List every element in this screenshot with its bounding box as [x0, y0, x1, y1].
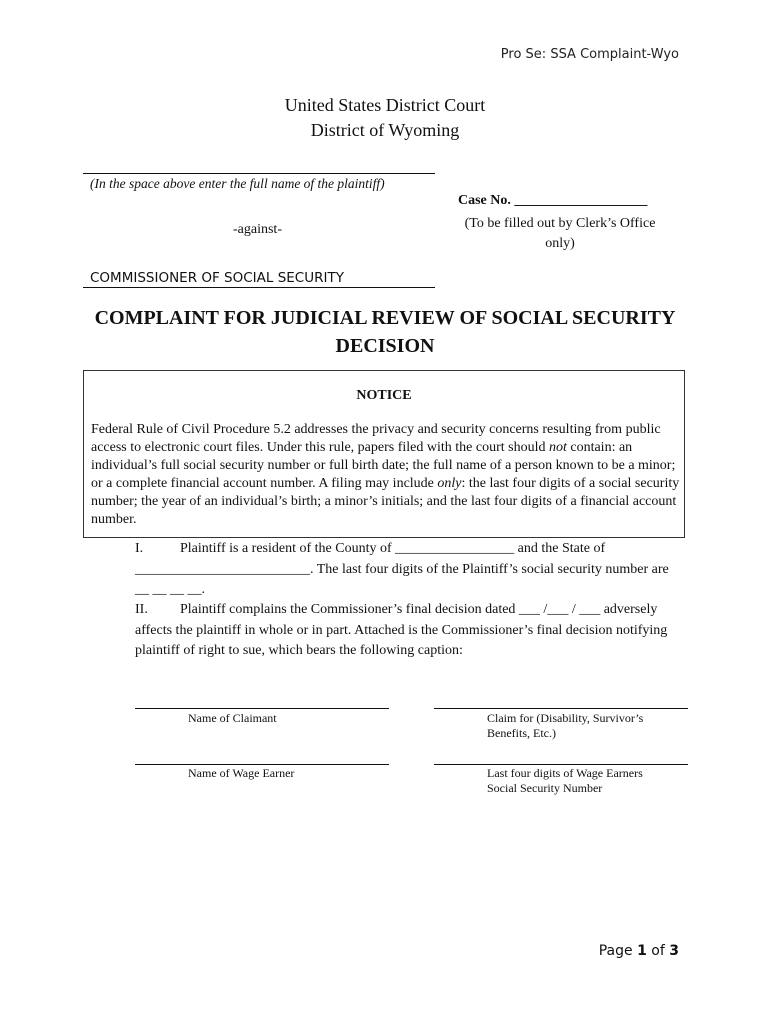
plaintiff-note: (In the space above enter the full name of the plaintiff) [90, 176, 385, 191]
notice-text-part-2: contain: an individual’s full social security number or full birth date; the full name of a person known to be a minor; or a complete financial account number. A filing may include [91, 440, 676, 491]
total-pages: 3 [669, 943, 679, 959]
notice-text-part-3: : the last four digits of a social security number; the year of an individual’s birth; a minor’s initials; and the last four digits of a financial account number. [91, 476, 680, 527]
wage-earner-name-label: Name of Wage Earner [188, 766, 295, 780]
paragraph-text: Plaintiff complains the Commissioner’s final decision dated ___ /___ / ___ adversely affects the plaintiff in whole or in part. Attached is the Commissioner’s final decision notifying plaintiff of right to sue, which bears the following caption: [135, 602, 668, 658]
case-number: Case No. ___________________ [458, 193, 648, 208]
notice-heading: NOTICE [356, 388, 412, 403]
plaintiff-name-line[interactable] [83, 173, 435, 174]
claimant-name-label: Name of Claimant [188, 711, 277, 725]
wage-earner-name-line[interactable] [135, 764, 389, 765]
current-page: 1 [637, 943, 647, 959]
paragraph-residence [135, 539, 675, 601]
against-label: -against- [233, 222, 282, 237]
ssn-last-four-label: Last four digits of Wage Earners Social Security Number [487, 766, 643, 795]
claim-type-label: Claim for (Disability, Survivor’s Benefits, Etc.) [487, 711, 644, 740]
notice-text [91, 421, 681, 529]
form-identifier: Pro Se: SSA Complaint-Wyo [500, 47, 679, 62]
page-word: Page [598, 943, 633, 959]
court-name: United States District Court [284, 95, 486, 115]
document-title: COMPLAINT FOR JUDICIAL REVIEW OF SOCIAL SECURITY DECISION [94, 307, 676, 357]
paragraph-decision [135, 600, 675, 662]
defendant-line [83, 287, 435, 288]
claim-type-line[interactable] [434, 708, 688, 709]
paragraph-number: I. [135, 541, 144, 556]
case-number-note: (To be filled out by Clerk’s Office only) [464, 216, 656, 251]
defendant-name: COMMISSIONER OF SOCIAL SECURITY [90, 270, 344, 286]
ssn-last-four-line[interactable] [434, 764, 688, 765]
court-district: District of Wyoming [310, 120, 460, 140]
notice-emphasis-not: not [548, 440, 567, 455]
page-number [599, 943, 679, 959]
notice-box [83, 370, 685, 538]
notice-emphasis-only: only [437, 476, 462, 491]
claimant-name-line[interactable] [135, 708, 389, 709]
paragraph-number: II. [135, 602, 148, 617]
paragraph-text: Plaintiff is a resident of the County of _________________ and the State of _________________________. The last four digits of the Plaintiff’s social security number are __ __ __ __. [135, 541, 669, 597]
notice-text-part-1: Federal Rule of Civil Procedure 5.2 addresses the privacy and security concerns resulting from public access to electronic court files. Under this rule, papers filed with the court should [91, 422, 661, 455]
of-word: of [651, 943, 665, 959]
